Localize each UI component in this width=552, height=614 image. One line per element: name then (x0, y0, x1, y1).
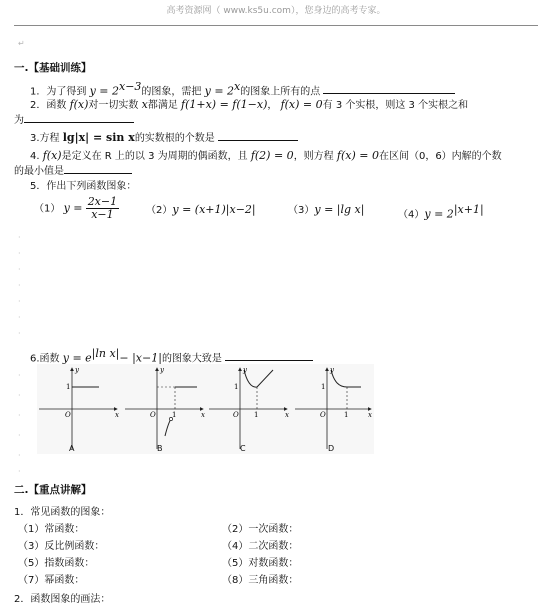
graph-options-svg (37, 364, 374, 454)
axis-label: y (243, 366, 247, 374)
list-item: （5）指数函数： (18, 558, 95, 569)
q5-item-3: （3）y = |lg x| (288, 203, 365, 216)
q5-item-1: （1） y = $\frac{2x-1}{x-1}$ (34, 195, 118, 221)
q5-item-2: （2）y = (x+1)|x−2| (146, 203, 256, 216)
question-4-continued: 的最小值是 (14, 164, 132, 178)
point-1-title: 1．常见函数的图象： (14, 507, 111, 518)
axis-label: x (285, 411, 289, 419)
answer-blank[interactable] (323, 84, 455, 94)
answer-blank[interactable] (64, 164, 132, 174)
graph-b (125, 366, 205, 449)
paragraph-mark: · (18, 391, 21, 400)
tick-label: 1 (172, 411, 177, 419)
question-6: 6.函数 $y = e^{|ln x|}- |x-1|$的图象大致是 (30, 347, 313, 365)
paragraph-mark: · (18, 297, 21, 306)
graph-label-c: C (240, 444, 246, 453)
question-3: 3.方程 lg|x| = sin x的实数根的个数是 (30, 131, 298, 145)
list-item: （1）常函数： (18, 524, 85, 535)
origin-label: O (65, 411, 71, 419)
graph-label-d: D (328, 444, 335, 453)
section-title-key-points: 二.【重点讲解】 (14, 484, 92, 496)
origin-label: O (320, 411, 326, 419)
paragraph-mark: · (18, 431, 21, 440)
q5-item-4: $(4)y = 2^{|x+1|}$ (398, 203, 484, 221)
tick-label: 1 (254, 411, 259, 419)
tick-label: 1 (344, 411, 349, 419)
fraction: $\frac{2x-1}{x-1}$ (87, 195, 118, 221)
paragraph-mark: · (18, 329, 21, 338)
question-5: 5．作出下列函数图象： (30, 181, 137, 192)
point-2-title: 2．函数图象的画法： (14, 594, 111, 605)
axis-label: x (115, 411, 119, 419)
question-2: 2．函数 f(x)对一切实数 x都满足 f(1+x) = f(1−x)， f(x) = 0有 3 个实根，则这 3 个实根之和 (30, 98, 469, 111)
answer-blank[interactable] (225, 351, 313, 361)
axis-label: y (330, 366, 334, 374)
paragraph-mark: · (18, 249, 21, 258)
origin-label: O (150, 411, 156, 419)
list-item: （7）幂函数： (18, 575, 85, 586)
list-item: （5）对数函数： (222, 558, 299, 569)
origin-label: O (233, 411, 239, 419)
graph-label-a: A (69, 444, 75, 453)
page-header: 高考资源网（ www.ks5u.com），您身边的高考专家。 (166, 6, 386, 16)
answer-blank[interactable] (24, 113, 134, 123)
graph-a (39, 366, 119, 449)
question-1: 1．为了得到 $y = 2^{x-3}$的图象，需把 $y = 2^x$的图象上所有的点 (30, 80, 455, 98)
graph-label-b: B (157, 444, 163, 453)
list-item: （4）二次函数： (222, 541, 299, 552)
paragraph-mark: · (18, 371, 21, 380)
paragraph-mark: · (18, 411, 21, 420)
list-item: （3）反比例函数： (18, 541, 105, 552)
section-title-basic-training: 一.【基础训练】 (14, 62, 92, 74)
tick-label: 1 (234, 383, 239, 391)
question-2-continued: 为 (14, 113, 134, 127)
axis-label: x (201, 411, 205, 419)
header-rule (14, 25, 538, 26)
graph-c (209, 366, 289, 449)
list-item: （8）三角函数： (222, 575, 299, 586)
axis-label: y (160, 366, 164, 374)
paragraph-mark: · (18, 265, 21, 274)
paragraph-mark: · (18, 451, 21, 460)
tick-label: 1 (66, 383, 71, 391)
answer-blank[interactable] (218, 131, 298, 141)
paragraph-mark: · (18, 467, 21, 476)
graph-d (295, 366, 372, 449)
list-item: （2）一次函数： (222, 524, 299, 535)
graph-options-figure (37, 364, 374, 454)
paragraph-mark: ↵ (18, 39, 25, 48)
tick-label: 1 (321, 383, 326, 391)
axis-label: y (75, 366, 79, 374)
paragraph-mark: · (18, 233, 21, 242)
axis-label: x (368, 411, 372, 419)
paragraph-mark: · (18, 313, 21, 322)
question-4: 4. f(x)是定义在 R 上的以 3 为周期的偶函数，且 f(2) = 0，则方程 f(x) = 0在区间（0，6）内解的个数 (30, 149, 502, 162)
paragraph-mark: · (18, 281, 21, 290)
